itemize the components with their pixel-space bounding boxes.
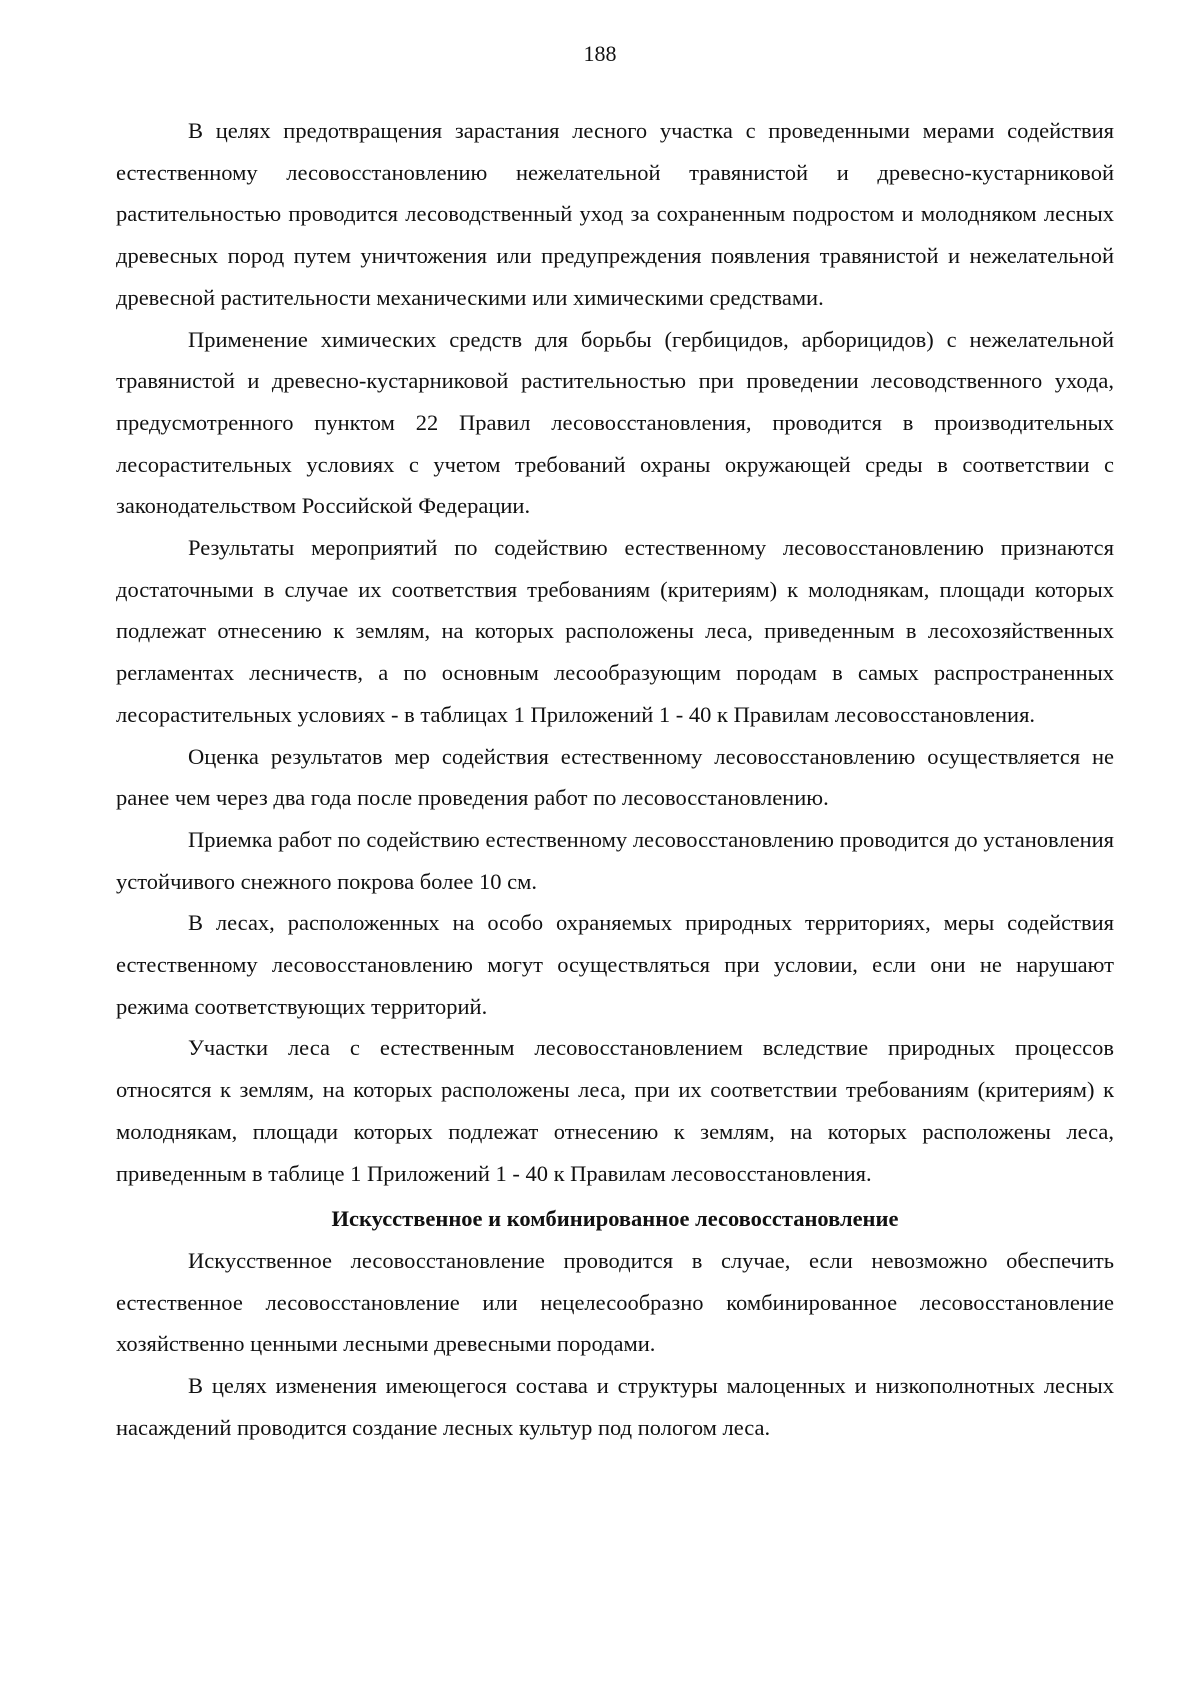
paragraph-natural-regeneration-plots: Участки леса с естественным лесовосстановлением вследствие природных процессов относятся к землям, на которых расположены леса, при их соответствии требованиям (критериям) к молоднякам, площади которых подлежат отнесению к землям, на которых расположены леса, приведенным в таблице 1 Приложений 1 - 40 к Правилам лесовосстановления. [116,1035,1114,1186]
page-number: 188 [583,41,617,66]
section-heading: Искусственное и комбинированное лесовосстановление [331,1206,899,1232]
paragraph-weed-control: В целях предотвращения зарастания лесного участка с проведенными мерами содействия естественному лесовосстановлению нежелательной травянистой и древесно-кустарниковой растительностью проводится лесоводственный уход за сохраненным подростом и молодняком лесных древесных пород путем уничтожения или предупреждения появления травянистой и нежелательной древесной растительности механическими или химическими средствами. [116,118,1114,310]
paragraph-protected-territories: В лесах, расположенных на особо охраняемых природных территориях, меры содействия естественному лесовосстановлению могут осуществляться при условии, если они не нарушают режима соответствующих территорий. [116,910,1114,1019]
page-body [116,110,1114,1449]
paragraph-results-assessment: Оценка результатов мер содействия естественному лесовосстановлению осуществляется не ранее чем через два года после проведения работ по лесовосстановлению. [116,743,1114,811]
paragraph-underplanting: В целях изменения имеющегося состава и структуры малоценных и низкополнотных лесных насаждений проводится создание лесных культур под пологом леса. [116,1373,1114,1440]
paragraph-chemical-means: Применение химических средств для борьбы (гербицидов, арборицидов) с нежелательной травянистой и древесно-кустарниковой растительностью при проведении лесоводственного ухода, предусмотренного пунктом 22 Правил лесовосстановления, проводится в производительных лесорастительных условиях с учетом требований охраны окружающей среды в соответствии с законодательством Российской Федерации. [116,326,1114,519]
paragraph-works-acceptance: Приемка работ по содействию естественному лесовосстановлению проводится до установления устойчивого снежного покрова более 10 см. [116,826,1114,894]
paragraph-results-sufficiency: Результаты мероприятий по содействию естественному лесовосстановлению признаются достаточными в случае их соответствия требованиям (критериям) к молоднякам, площади которых подлежат отнесению к землям, на которых расположены леса, приведенным в лесохозяйственных регламентах лесничеств, а по основным лесообразующим породам в самых распространенных лесорастительных условиях - в таблицах 1 Приложений 1 - 40 к Правилам лесовосстановления. [116,535,1114,727]
paragraph-artificial-regeneration: Искусственное лесовосстановление проводится в случае, если невозможно обеспечить естественное лесовосстановление или нецелесообразно комбинированное лесовосстановление хозяйственно ценными лесными древесными породами. [116,1247,1114,1357]
